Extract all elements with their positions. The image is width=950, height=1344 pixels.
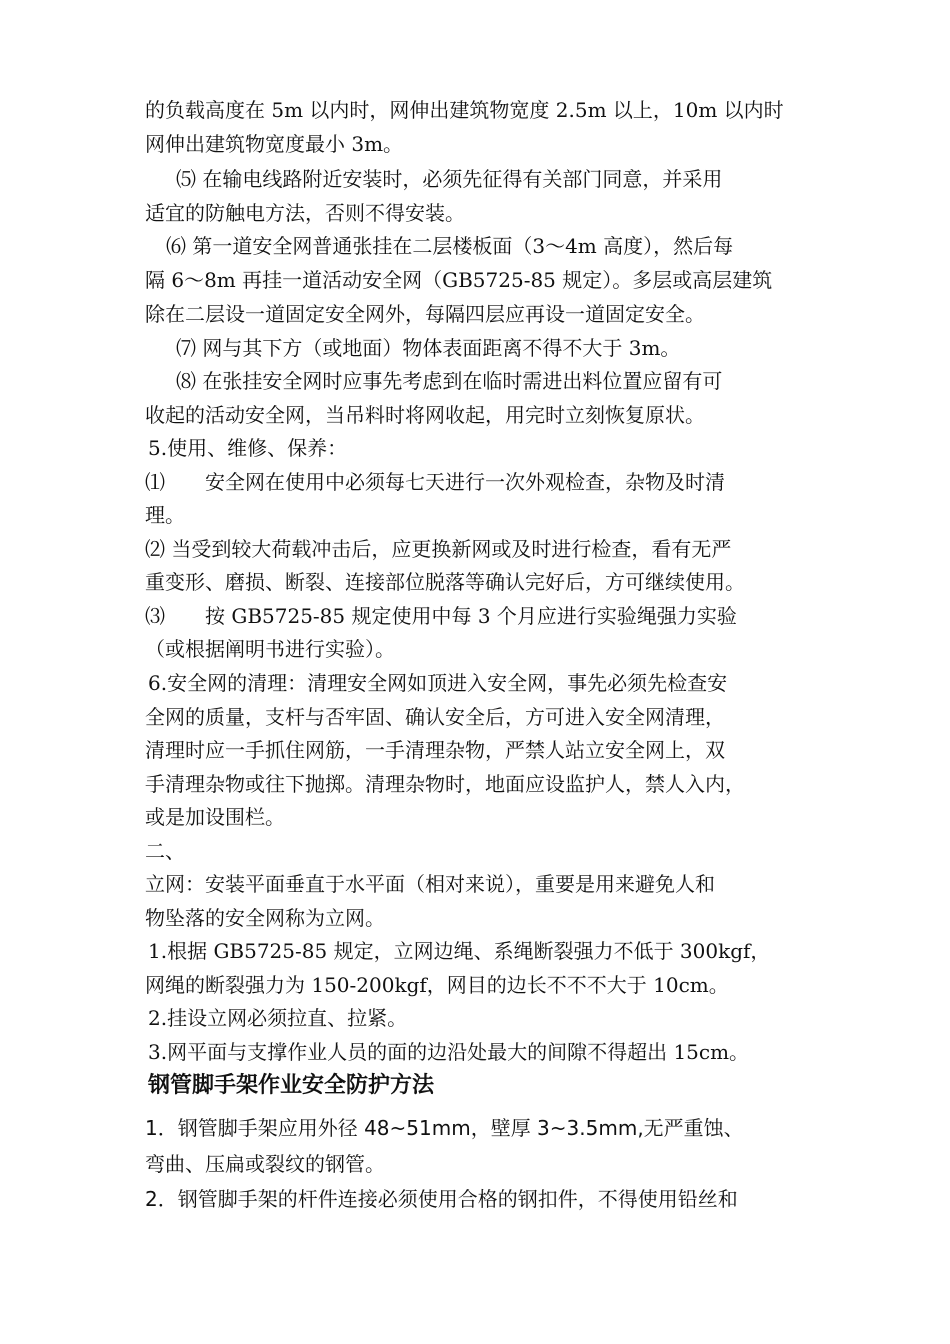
body-line-28: 2.挂设立网必须拉直、拉紧。 <box>148 1006 408 1030</box>
body-line-5: ⑹ 第一道安全网普通张挂在二层楼板面（3～4m 高度），然后每 <box>166 234 734 258</box>
section-line-3: 2．钢管脚手架的杆件连接必须使用合格的钢扣件，不得使用铅丝和 <box>145 1187 738 1211</box>
section-line-2: 弯曲、压扁或裂纹的钢管。 <box>145 1152 385 1176</box>
body-line-29: 3.网平面与支撑作业人员的面的边沿处最大的间隙不得超出 15cm。 <box>148 1040 750 1064</box>
body-line-9: ⑻ 在张挂安全网时应事先考虑到在临时需进出料位置应留有可 <box>176 369 723 393</box>
body-line-16: ⑶ 按 GB5725-85 规定使用中每 3 个月应进行实验绳强力实验 <box>145 604 737 628</box>
section-heading: 钢管脚手架作业安全防护方法 <box>148 1073 435 1098</box>
body-line-4: 适宜的防触电方法，否则不得安装。 <box>145 201 465 225</box>
body-line-2: 网伸出建筑物宽度最小 3m。 <box>145 132 404 156</box>
body-line-11: 5.使用、维修、保养： <box>148 436 348 460</box>
body-line-20: 清理时应一手抓住网筋，一手清理杂物，严禁人站立安全网上，双 <box>145 738 725 762</box>
body-line-12: ⑴ 安全网在使用中必须每七天进行一次外观检查，杂物及时清 <box>145 470 725 494</box>
body-line-10: 收起的活动安全网，当吊料时将网收起，用完时立刻恢复原状。 <box>145 403 705 427</box>
body-line-25: 物坠落的安全网称为立网。 <box>145 906 385 930</box>
body-line-6: 隔 6～8m 再挂一道活动安全网（GB5725-85 规定）。多层或高层建筑 <box>145 268 773 292</box>
body-line-23: 二、 <box>145 839 185 863</box>
body-line-17: （或根据阐明书进行实验）。 <box>145 637 395 661</box>
body-line-7: 除在二层设一道固定安全网外，每隔四层应再设一道固定安全。 <box>145 302 705 326</box>
body-line-14: ⑵ 当受到较大荷载冲击后，应更换新网或及时进行检查，看有无严 <box>145 537 732 561</box>
section-line-1: 1．钢管脚手架应用外径 48~51mm，壁厚 3~3.5mm,无严重蚀、 <box>145 1116 744 1140</box>
body-line-26: 1.根据 GB5725-85 规定，立网边绳、系绳断裂强力不低于 300kgf， <box>148 939 771 963</box>
body-line-22: 或是加设围栏。 <box>145 805 285 829</box>
body-line-13: 理。 <box>145 503 185 527</box>
body-line-15: 重变形、磨损、断裂、连接部位脱落等确认完好后，方可继续使用。 <box>145 570 745 594</box>
body-line-8: ⑺ 网与其下方（或地面）物体表面距离不得不大于 3m。 <box>176 336 681 360</box>
body-line-1: 的负载高度在 5m 以内时，网伸出建筑物宽度 2.5m 以上，10m 以内时 <box>145 98 784 122</box>
body-line-18: 6.安全网的清理：清理安全网如顶进入安全网，事先必须先检查安 <box>148 671 728 695</box>
body-line-19: 全网的质量，支杆与否牢固、确认安全后，方可进入安全网清理， <box>145 705 725 729</box>
body-line-24: 立网：安装平面垂直于水平面（相对来说），重要是用来避免人和 <box>145 872 715 896</box>
body-line-3: ⑸ 在输电线路附近安装时，必须先征得有关部门同意，并采用 <box>176 167 723 191</box>
body-line-21: 手清理杂物或往下抛掷。清理杂物时，地面应设监护人，禁人入内， <box>145 772 745 796</box>
body-line-27: 网绳的断裂强力为 150-200kgf，网目的边长不不不大于 10cm。 <box>145 973 729 997</box>
